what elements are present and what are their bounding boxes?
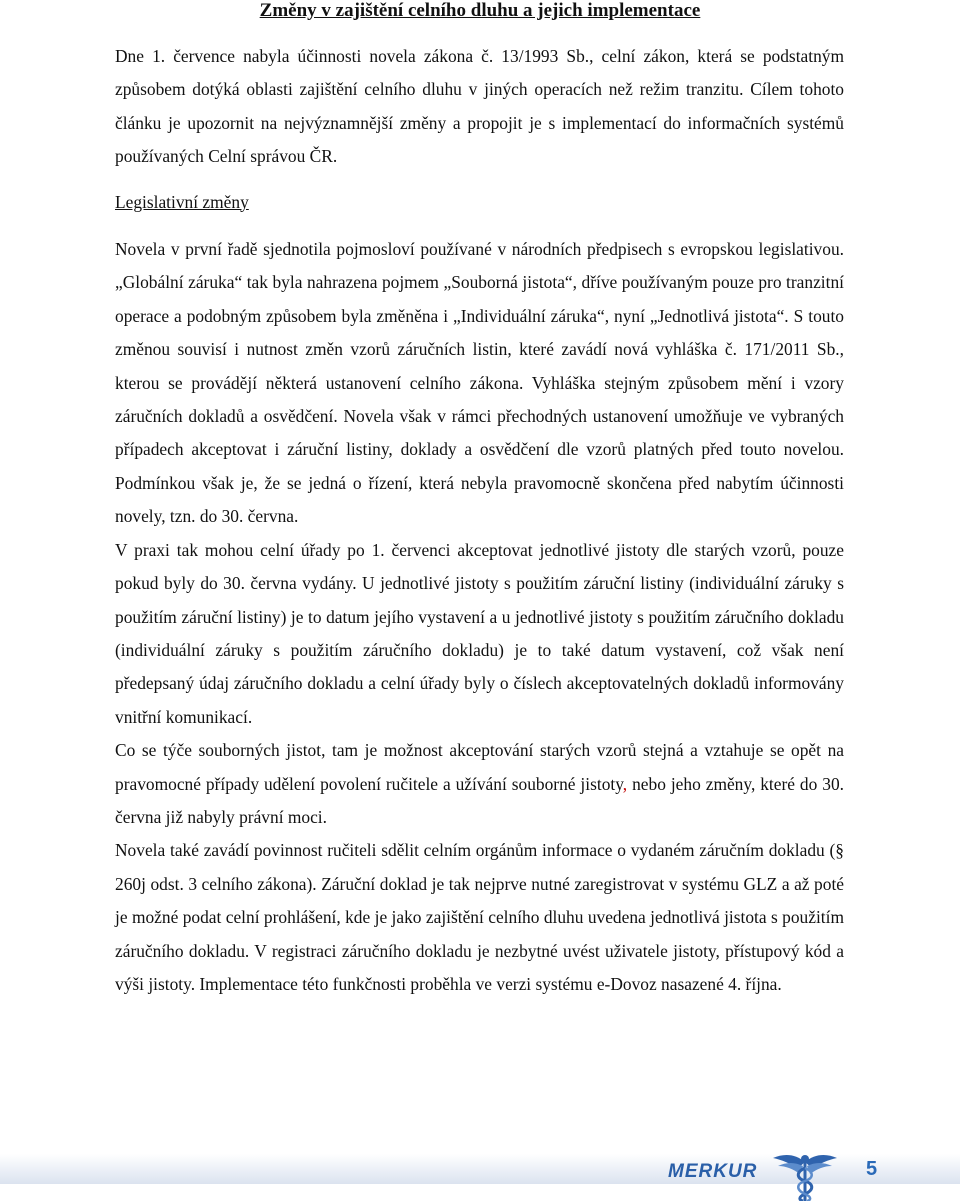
body-paragraph: Novela v první řadě sjednotila pojmosloví používané v národních předpisech s evropskou legislativou. „Globální záruka“ tak byla nahrazena pojmem „Souborná jistota“, dříve používaným pouze pro tranzitní operace a podobným způsobem byla změněna i „Individuální záruka“, nyní „Jednotlivá jistota“. S touto změnou souvisí i nutnost změn vzorů záručních listin, které zavádí nová vyhláška č. 171/2011 Sb., kterou se provádějí některá ustanovení celního zákona. Vyhláška stejným způsobem mění i vzory záručních dokladů a osvědčení. Novela však v rámci přechodných ustanovení umožňuje ve vybraných případech akceptovat i záruční listiny, doklady a osvědčení dle vzorů platných před touto novelou. Podmínkou však je, že se jedná o řízení, která nebyla pravomocně skončena před nabytím účinnosti novely, tzn. do 30. června.	[115, 239, 844, 527]
page-number: 5	[866, 1158, 878, 1180]
page-footer	[0, 1150, 960, 1201]
document-title: Změny v zajištění celního dluhu a jejich implementace	[259, 0, 701, 21]
intro-paragraph: Dne 1. července nabyla účinnosti novela zákona č. 13/1993 Sb., celní zákon, která se podstatným způsobem dotýká oblasti zajištění celního dluhu v jiných operacích než režim tranzitu. Cílem tohoto článku je upozornit na nejvýznamnější změny a propojit je s implementací do informačních systémů používaných Celní správou ČR.	[115, 46, 844, 167]
section-heading: Legislativní změny	[115, 191, 249, 212]
body-text: nebo jeho změny, které do 30. června již nabyly právní moci.	[115, 773, 844, 827]
body-paragraph	[115, 734, 844, 834]
body-paragraph: Novela také zavádí povinnost ručiteli sdělit celním orgánům informace o vydaném záručním dokladu (§ 260j odst. 3 celního zákona). Záruční doklad je tak nejprve nutné zaregistrovat v systému GLZ a až poté je možné podat celní prohlášení, kde je jako zajištění celního dluhu uvedena jednotlivá jistota s použitím záručního dokladu. V registraci záručního dokladu je nezbytné uvést uživatele jistoty, přístupový kód a výši jistoty. Implementace této funkčnosti proběhla ve verzi systému e-Dovoz nasazené 4. října.	[115, 840, 844, 994]
body-text: Co se týče souborných jistot, tam je možnost akceptování starých vzorů stejná a vztahuje se opět na pravomocné případy udělení povolení ručitele a užívání souborné jistoty	[115, 740, 844, 794]
caduceus-wings-icon	[770, 1150, 840, 1201]
brand-logo-text: MERKUR	[668, 1161, 758, 1182]
body-paragraph: V praxi tak mohou celní úřady po 1. červenci akceptovat jednotlivé jistoty dle starých vzorů, pouze pokud byly do 30. června vydány. U jednotlivé jistoty s použitím záruční listiny (individuální záruky s použitím záruční listiny) je to datum jejího vystavení a u jednotlivé jistoty s použitím záručního dokladu (individuální záruky s použitím záručního dokladu) je to také datum vystavení, což však není předepsaný údaj záručního dokladu a celní úřady byly o číslech akceptovatelných dokladů informovány vnitřní komunikací.	[115, 539, 844, 727]
document-body	[115, 40, 844, 1001]
red-comma: ,	[622, 773, 628, 794]
